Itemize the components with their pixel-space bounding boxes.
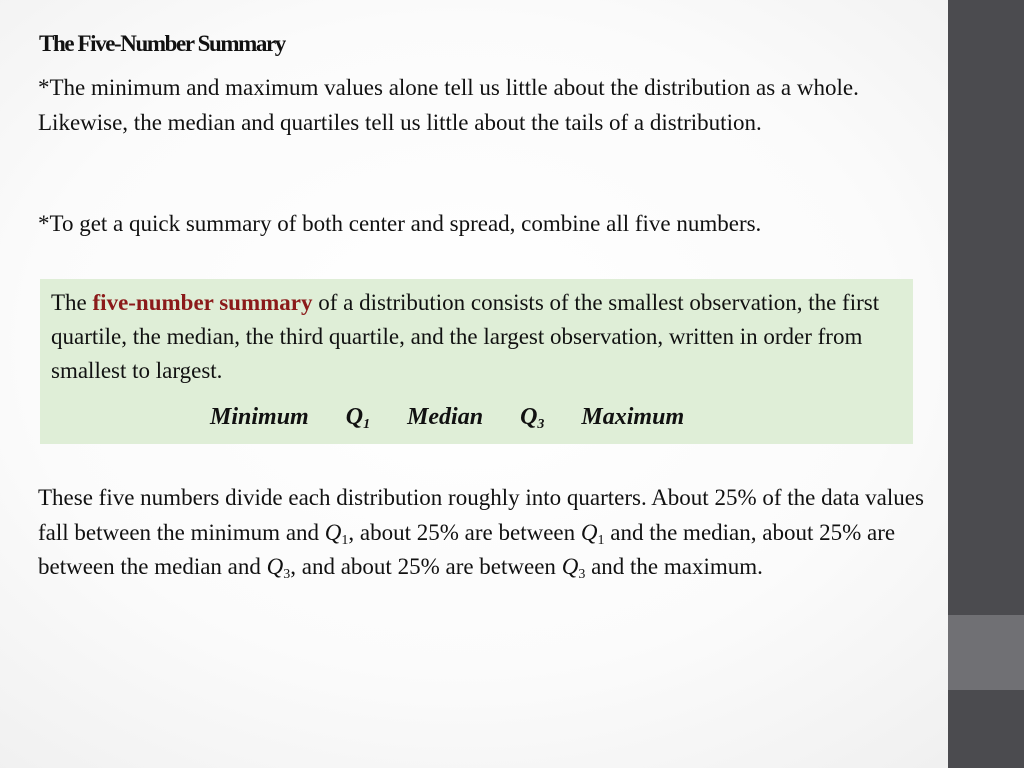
definition-text — [51, 286, 911, 388]
paragraph-quarters — [38, 481, 938, 585]
paragraph-min-max: *The minimum and maximum values alone tell us little about the distribution as a whole. Likewise, the median and quartiles tell us little about the tails of a distribution. — [38, 75, 859, 135]
para3-sub-1: 1 — [341, 532, 349, 548]
definition-term: five-number summary — [92, 290, 313, 315]
para3-sub-4: 3 — [578, 567, 586, 582]
item-q3-letter: Q — [520, 404, 538, 430]
definition-prefix: The — [51, 290, 93, 315]
item-q1-subscript: 1 — [363, 417, 371, 432]
five-number-list — [210, 404, 684, 431]
para3-text-4: , and about 25% are between — [290, 554, 562, 579]
para3-q-3: Q — [266, 554, 284, 579]
para3-text-1: These five numbers divide each distribution roughly into quarters. About 25% of the data values fall between the minimum and — [38, 485, 924, 545]
para3-q-4: Q — [561, 554, 579, 579]
para3-q-1: Q — [324, 519, 342, 545]
para3-q-2: Q — [580, 519, 598, 545]
item-maximum: Maximum — [581, 404, 685, 430]
definition-box — [40, 279, 913, 444]
item-q1 — [346, 404, 370, 431]
para3-text-2: , about 25% are between — [348, 519, 581, 545]
item-minimum: Minimum — [210, 404, 309, 430]
item-q3 — [520, 404, 544, 431]
para3-text-3: and the median, about 25% are between the median and — [38, 519, 896, 579]
item-median: Median — [407, 404, 484, 430]
decorative-sidebar — [948, 0, 1024, 768]
para3-sub-2: 1 — [597, 532, 605, 548]
paragraph-quick-summary: *To get a quick summary of both center and spread, combine all five numbers. — [38, 211, 762, 236]
sidebar-accent-block — [948, 615, 1024, 690]
item-q3-subscript: 3 — [537, 417, 545, 432]
definition-suffix: of a distribution consists of the smallest observation, the first quartile, the median, the third quartile, and the largest observation, written in order from smallest to largest. — [51, 290, 880, 383]
para3-sub-3: 3 — [283, 567, 291, 582]
slide-title: The Five-Number Summary — [39, 31, 285, 56]
item-q1-letter: Q — [345, 404, 364, 430]
para3-text-5: and the maximum. — [585, 554, 763, 579]
